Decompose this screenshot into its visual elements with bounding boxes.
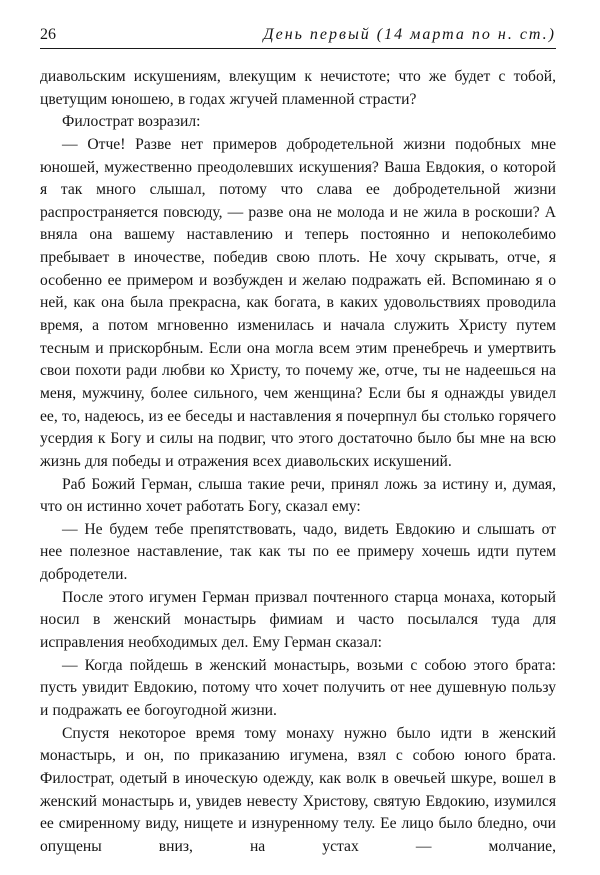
paragraph-continues: Спустя некоторое время тому монаху нужно было идти в женский монастырь, и он, по приказанию игумена, взял с собою юного брата. Филострат, одетый в иноческую одежду, как волк в овечьей шкуре, вошел в женский монастырь и, увидев невесту Христову, святую Евдокию, изумился ее смиренному виду, нищете и изнуренному телу. Ее лицо было бледно, очи опущены вниз, на устах — молчание, <box>40 724 556 855</box>
running-header <box>40 24 556 49</box>
paragraph: После этого игумен Герман призвал почтенного старца монаха, который носил в женский монастырь фимиам и часто посылался туда для исправления необходимых дел. Ему Герман сказал: <box>40 588 556 652</box>
paragraph: — Не будем тебе препятствовать, чадо, видеть Евдокию и слышать от нее полезное наставление, так как ты по ее примеру хочешь идти путем добродетели. <box>40 520 556 584</box>
body-text <box>40 66 556 858</box>
paragraph: — Отче! Разве нет примеров добродетельной жизни подобных мне юношей, мужественно преодолевших искушения? Ваша Евдокия, о которой я так много слышал, потому что слава ее добродетельной жизни распространяется повсюду, — разве она не молода и не жила в роскоши? А вняла она вашему наставлению и теперь постоянно и непоколебимо пребывает в иночестве, победив свою плоть. Не хочу скрывать, отче, я особенно ее примером и возбужден и желаю подражать ей. Вспоминаю я о ней, как она была прекрасна, как богата, в каких удовольствиях проводила время, а потом мгновенно изменилась и начала служить Христу путем тесным и прискорбным. Если она могла всем этим пренебречь и умертвить свои похоти ради любви ко Христу, то почему же, отче, ты не надеешься на меня, мужчину, более сильного, чем женщина? Если бы я однажды увидел ее, то, надеюсь, из ее беседы и наставления я почерпнул бы столько горячего усердия к Богу и силы на подвиг, что этого достаточно было бы мне на всю жизнь для победы и отражения всех диавольских искушений. <box>40 135 556 470</box>
paragraph: Раб Божий Герман, слыша такие речи, принял ложь за истину и, думая, что он истинно хочет работать Богу, сказал ему: <box>40 475 556 516</box>
paragraph: Филострат возразил: <box>62 113 201 131</box>
page-number: 26 <box>40 26 56 43</box>
paragraph: — Когда пойдешь в женский монастырь, возьми с собою этого брата: пусть увидит Евдокию, потому что хочет получить от нее душевную пользу и подражать ее богоугодной жизни. <box>40 656 556 719</box>
paragraph-continued: диавольским искушениям, влекущим к нечистоте; что же будет с тобой, цветущим юношею, в годах жгучей пламенной страсти? <box>40 68 556 108</box>
running-title: День первый (14 марта по н. ст.) <box>263 26 556 43</box>
